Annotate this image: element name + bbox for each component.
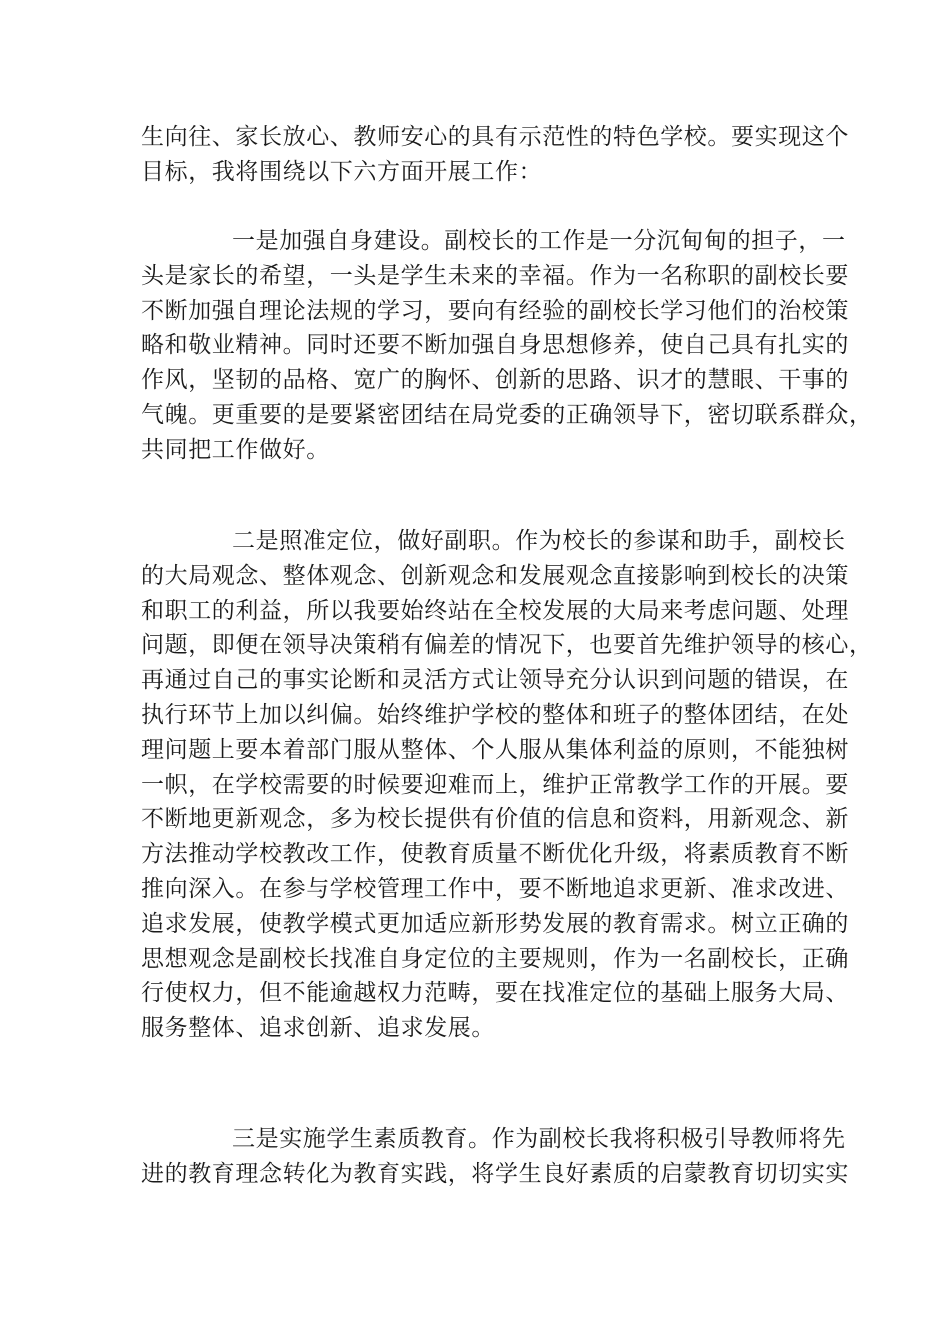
paragraph-positioning (141, 524, 873, 1046)
text-line-first: 三是实施学生素质教育。作为副校长我将积极引导教师将先 (232, 1126, 846, 1152)
paragraph-self-building (141, 224, 873, 468)
text-line: 再通过自己的事实论断和灵活方式让领导充分认识到问题的错误，在 (141, 667, 849, 694)
text-line: 追求发展，使教学模式更加适应新形势发展的教育需求。树立正确的 (141, 910, 849, 937)
paragraph-quality-education (141, 1122, 849, 1192)
text-line: 推向深入。在参与学校管理工作中，要不断地追求更新、准求改进、 (141, 875, 849, 902)
text-line: 的大局观念、整体观念、创新观念和发展观念直接影响到校长的决策 (141, 562, 849, 589)
text-line: 服务整体、追求创新、追求发展。 (141, 1015, 495, 1042)
text-line: 行使权力，但不能逾越权力范畴，要在找准定位的基础上服务大局、 (141, 980, 849, 1007)
text-line: 作风，坚韧的品格、宽广的胸怀、创新的思路、识才的慧眼、干事的 (141, 367, 849, 394)
text-line: 执行环节上加以纠偏。始终维护学校的整体和班子的整体团结，在处 (141, 701, 849, 728)
paragraph-continuation (141, 120, 849, 190)
text-line: 方法推动学校教改工作，使教育质量不断优化升级，将素质教育不断 (141, 841, 849, 868)
text-line: 理问题上要本着部门服从整体、个人服从集体利益的原则，不能独树 (141, 736, 849, 763)
text-line: 进的教育理念转化为教育实践，将学生良好素质的启蒙教育切切实实 (141, 1160, 849, 1187)
text-line: 一帜，在学校需要的时候要迎难而上，维护正常教学工作的开展。要 (141, 771, 849, 798)
text-line: 不断加强自理论法规的学习，要向有经验的副校长学习他们的治校策 (141, 297, 849, 324)
text-line-first: 一是加强自身建设。副校长的工作是一分沉甸甸的担子，一 (232, 228, 846, 254)
text-line: 生向往、家长放心、教师安心的具有示范性的特色学校。要实现这个 (141, 124, 849, 150)
text-line: 目标，我将围绕以下六方面开展工作： (141, 158, 543, 185)
text-line-first: 二是照准定位，做好副职。作为校长的参谋和助手，副校长 (232, 528, 846, 554)
text-line: 和职工的利益，所以我要始终站在全校发展的大局来考虑问题、处理 (141, 597, 849, 624)
text-line: 头是家长的希望，一头是学生未来的幸福。作为一名称职的副校长要 (141, 262, 849, 289)
text-line: 不断地更新观念，多为校长提供有价值的信息和资料，用新观念、新 (141, 806, 849, 833)
text-line: 气魄。更重要的是要紧密团结在局党委的正确领导下，密切联系群众， (141, 401, 873, 428)
text-line: 共同把工作做好。 (141, 436, 330, 463)
text-line: 问题，即便在领导决策稍有偏差的情况下，也要首先维护领导的核心， (141, 632, 873, 659)
text-line: 思想观念是副校长找准自身定位的主要规则，作为一名副校长，正确 (141, 945, 849, 972)
text-line: 略和敬业精神。同时还要不断加强自身思想修养，使自己具有扎实的 (141, 332, 849, 359)
